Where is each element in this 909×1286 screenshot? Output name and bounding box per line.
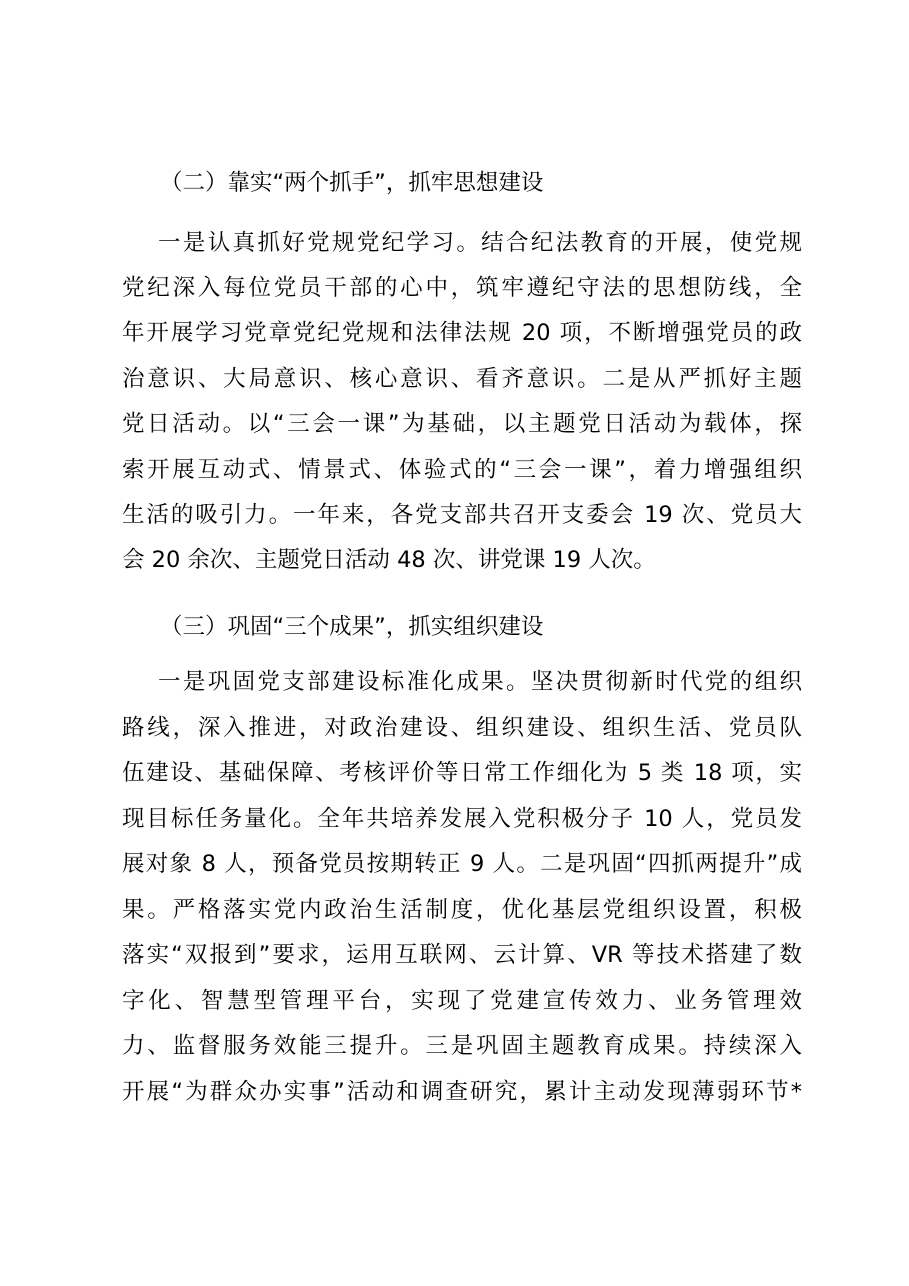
paragraph-line: 一是巩固党支部建设标准化成果。坚决贯彻新时代党的组织: [158, 669, 802, 695]
paragraph-line: 一是认真抓好党规党纪学习。结合纪法教育的开展，使党规: [158, 230, 802, 256]
paragraph-line: 果。严格落实党内政治生活制度，优化基层党组织设置，积极: [122, 897, 802, 923]
paragraph-line: 开展“为群众办实事”活动和调查研究，累计主动发现薄弱环节*: [122, 1079, 802, 1105]
paragraph-line: 索开展互动式、情景式、体验式的“三会一课”，着力增强组织: [122, 457, 802, 483]
paragraph-line: 伍建设、基础保障、考核评价等日常工作细化为 5 类 18 项，实: [122, 760, 802, 786]
section-heading-3: （三）巩固“三个成果”，抓实组织建设: [160, 614, 544, 640]
paragraph-line: 党纪深入每位党员干部的心中，筑牢遵纪守法的思想防线，全: [122, 275, 802, 301]
paragraph-line: 会 20 余次、主题党日活动 48 次、讲党课 19 人次。: [122, 547, 656, 573]
paragraph-line: 路线，深入推进，对政治建设、组织建设、组织生活、党员队: [122, 715, 802, 741]
paragraph-line: 治意识、大局意识、核心意识、看齐意识。二是从严抓好主题: [122, 366, 802, 392]
paragraph-line: 力、监督服务效能三提升。三是巩固主题教育成果。持续深入: [122, 1033, 802, 1059]
section-heading-2: （二）靠实“两个抓手”，抓牢思想建设: [160, 170, 544, 196]
paragraph-line: 落实“双报到”要求，运用互联网、云计算、VR 等技术搭建了数: [122, 942, 802, 968]
paragraph-line: 年开展学习党章党纪党规和法律法规 20 项，不断增强党员的政: [122, 320, 802, 346]
paragraph-line: 字化、智慧型管理平台，实现了党建宣传效力、业务管理效: [122, 988, 802, 1014]
paragraph-line: 现目标任务量化。全年共培养发展入党积极分子 10 人，党员发: [122, 806, 802, 832]
paragraph-line: 生活的吸引力。一年来，各党支部共召开支委会 19 次、党员大: [122, 502, 802, 528]
paragraph-line: 党日活动。以“三会一课”为基础，以主题党日活动为载体，探: [122, 411, 802, 437]
paragraph-line: 展对象 8 人，预备党员按期转正 9 人。二是巩固“四抓两提升”成: [122, 851, 802, 877]
